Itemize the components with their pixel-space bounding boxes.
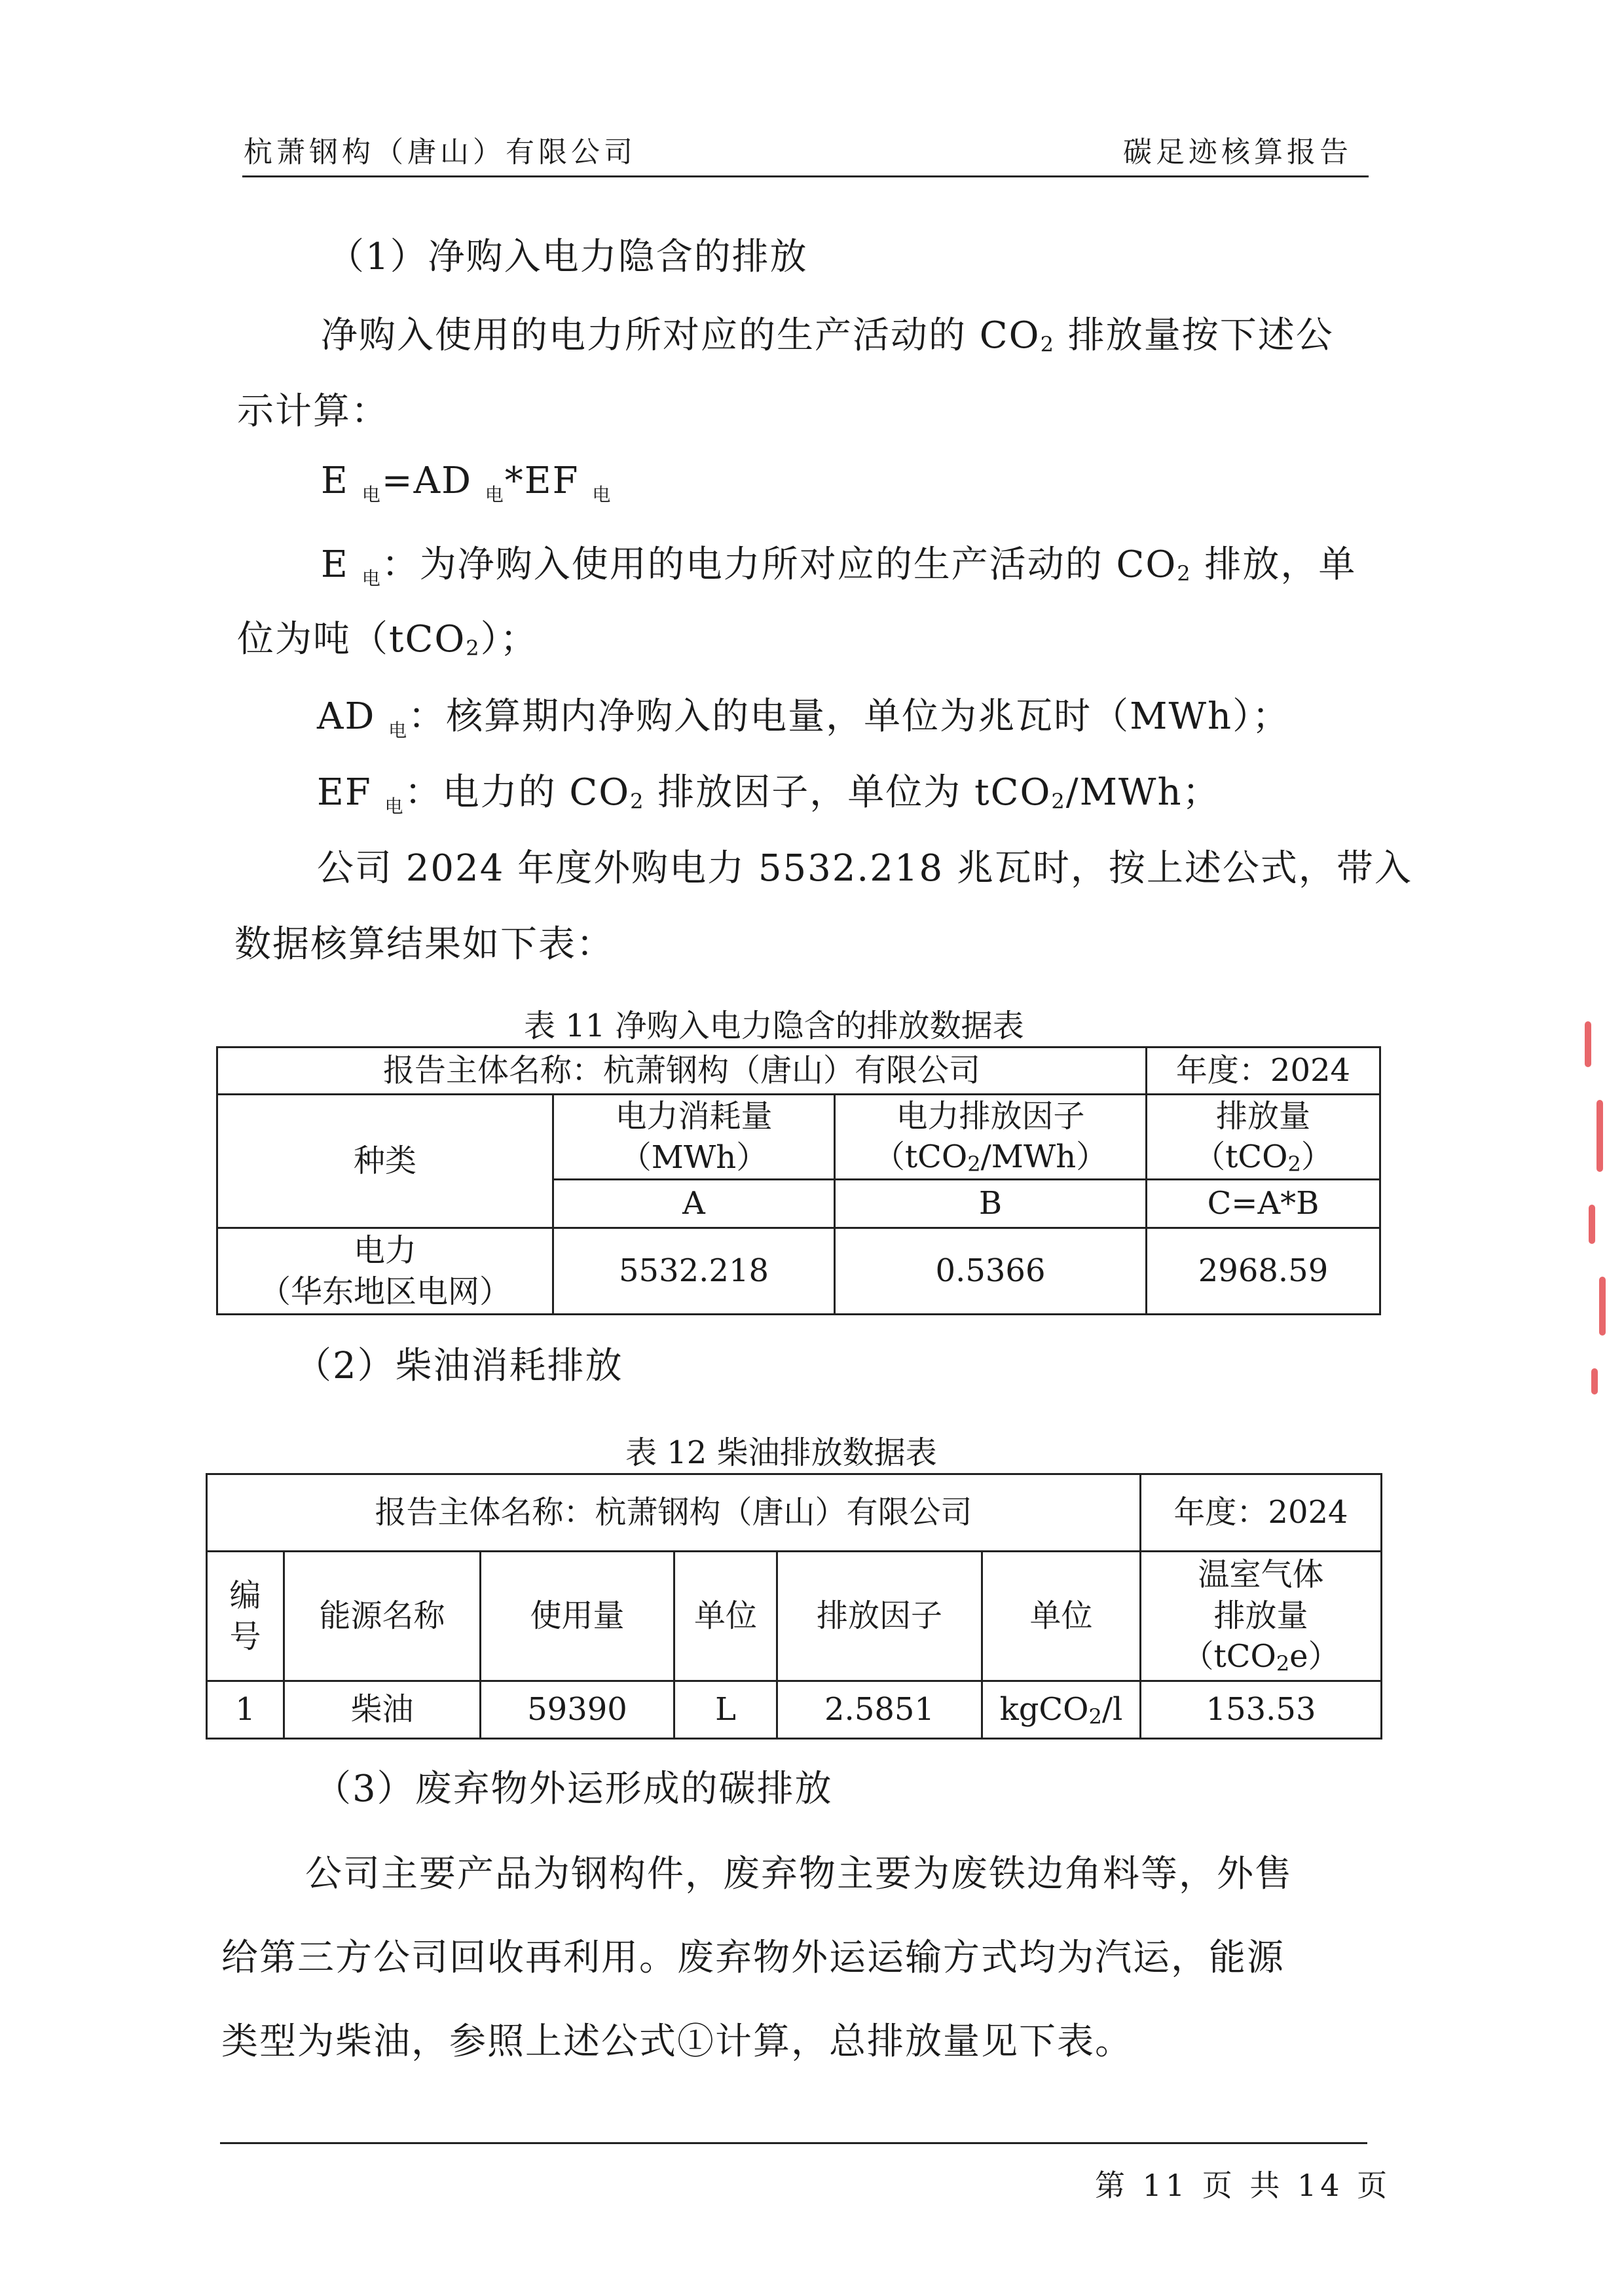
header-rule <box>242 175 1369 177</box>
formula: E $_电$=AD $_电$*EF $_电$ <box>321 460 612 506</box>
table11-col-b: 电力排放因子 （tCO$_2$/MWh） <box>835 1095 1147 1180</box>
section1-para-line2: 数据核算结果如下表： <box>234 923 614 966</box>
header-company: 杭萧钢构（唐山）有限公司 <box>244 136 637 169</box>
table11-col-type: 种类 <box>217 1095 553 1228</box>
table12-row-factor: 2.5851 <box>777 1681 982 1739</box>
def-ef: EF $_电$：电力的 $CO_2$ 排放因子，单位为 tCO$_2$/MWh； <box>317 771 1221 818</box>
table11-sym-a: A <box>553 1180 835 1228</box>
table11-entity: 报告主体名称：杭萧钢构（唐山）有限公司 <box>217 1048 1147 1095</box>
section1-intro-line2: 示计算： <box>237 390 389 433</box>
def-e-line2: 位为吨（tCO$_2$）； <box>237 618 538 661</box>
table12-row-no: 1 <box>207 1681 284 1739</box>
seal-stamp-edge <box>1585 1021 1624 1427</box>
table11-row-a: 5532.218 <box>553 1228 835 1315</box>
table12-col-factor: 排放因子 <box>777 1552 982 1681</box>
table12-col-ghg: 温室气体 排放量 （tCO$_2$e） <box>1141 1552 1382 1681</box>
table11-sym-b: B <box>835 1180 1147 1228</box>
table11-year: 年度：2024 <box>1147 1048 1380 1095</box>
section3-para-line1: 公司主要产品为钢构件，废弃物主要为废铁边角料等，外售 <box>305 1853 1293 1895</box>
def-ad: AD $_电$：核算期内净购入的电量，单位为兆瓦时（MWh）； <box>317 695 1291 742</box>
table12-col-usage: 使用量 <box>481 1552 674 1681</box>
table12-col-no: 编 号 <box>207 1552 284 1681</box>
table12-col-unit2: 单位 <box>982 1552 1141 1681</box>
table12-row-unit: L <box>674 1681 777 1739</box>
table11-caption: 表 11 净购入电力隐含的排放数据表 <box>524 1008 1024 1044</box>
footer-rule <box>220 2142 1367 2144</box>
section2-heading: （2）柴油消耗排放 <box>295 1345 623 1387</box>
table12 <box>206 1473 1382 1740</box>
def-e-line1: E $_电$：为净购入使用的电力所对应的生产活动的 $CO_2$ 排放，单 <box>321 543 1357 590</box>
section3-para-line2: 给第三方公司回收再利用。废弃物外运运输方式均为汽运，能源 <box>221 1937 1285 1979</box>
section1-heading: （1）净购入电力隐含的排放 <box>327 236 808 278</box>
table11-row-name: 电力 （华东地区电网） <box>217 1228 553 1315</box>
header-report-title: 碳足迹核算报告 <box>1123 136 1352 169</box>
table11 <box>216 1046 1381 1315</box>
table12-entity: 报告主体名称：杭萧钢构（唐山）有限公司 <box>207 1474 1141 1552</box>
table12-caption: 表 12 柴油排放数据表 <box>625 1434 937 1471</box>
table11-row-b: 0.5366 <box>835 1228 1147 1315</box>
table12-row-ghg: 153.53 <box>1141 1681 1382 1739</box>
table11-col-a: 电力消耗量 （MWh） <box>553 1095 835 1180</box>
table12-col-name: 能源名称 <box>284 1552 481 1681</box>
table12-row-usage: 59390 <box>481 1681 674 1739</box>
table11-col-c: 排放量 （tCO$_2$） <box>1147 1095 1380 1180</box>
table12-year: 年度：2024 <box>1141 1474 1382 1552</box>
section1-intro-line1: 净购入使用的电力所对应的生产活动的 $CO_2$ 排放量按下述公 <box>321 314 1334 357</box>
section3-heading: （3）废弃物外运形成的碳排放 <box>314 1768 833 1810</box>
section3-para-line3: 类型为柴油，参照上述公式①计算，总排放量见下表。 <box>221 2020 1133 2063</box>
table12-row-name: 柴油 <box>284 1681 481 1739</box>
table12-col-unit: 单位 <box>674 1552 777 1681</box>
section1-para-line1: 公司 2024 年度外购电力 5532.218 兆瓦时，按上述公式，带入 <box>317 847 1412 890</box>
table12-row-unit2: kgCO$_2$/l <box>982 1681 1141 1739</box>
table11-sym-c: C=A*B <box>1147 1180 1380 1228</box>
table11-row-c: 2968.59 <box>1147 1228 1380 1315</box>
footer-page-number: 第 11 页 共 14 页 <box>1095 2168 1392 2203</box>
